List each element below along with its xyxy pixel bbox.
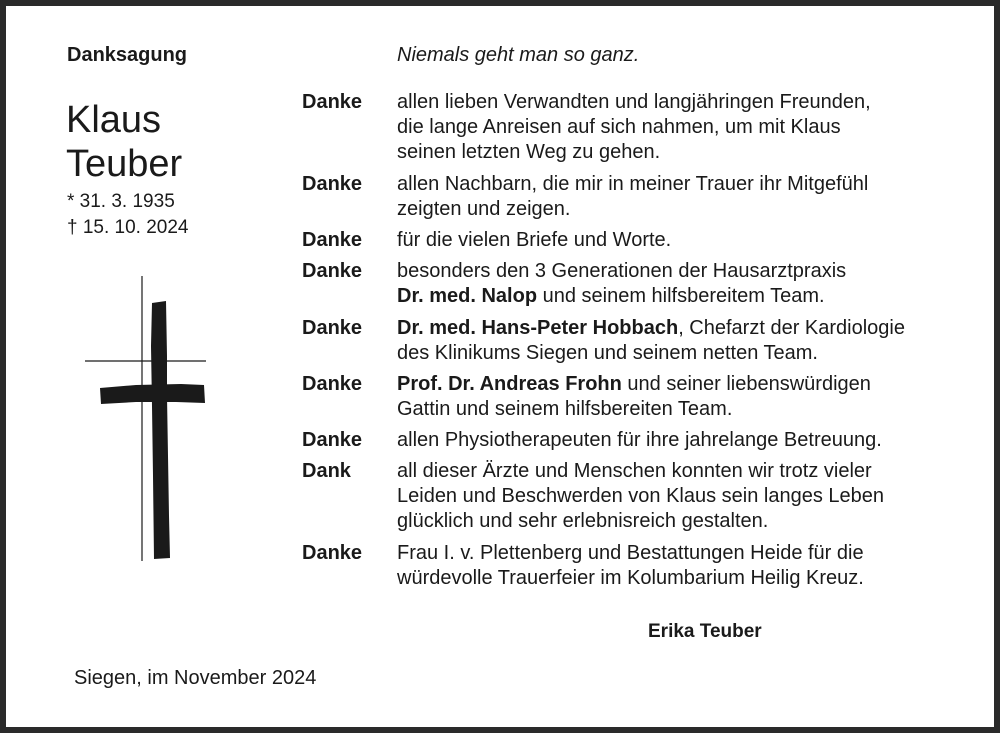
- thanks-line: besonders den 3 Generationen der Hausarztpraxis: [397, 260, 847, 282]
- thanks-line: all dieser Ärzte und Menschen konnten wir trotz vieler: [397, 460, 872, 482]
- thanks-line: Dr. med. Hans-Peter Hobbach, Chefarzt der Kardiologie: [397, 317, 905, 339]
- thanks-text: [397, 541, 957, 591]
- thanks-line: die lange Anreisen auf sich nahmen, um mit Klaus: [397, 116, 841, 138]
- thanks-keyword: Danke: [302, 229, 363, 251]
- thanks-line: seinen letzten Weg zu gehen.: [397, 141, 661, 163]
- recipient-name: Prof. Dr. Andreas Frohn: [397, 373, 622, 395]
- deceased-last-name: Teuber: [66, 143, 183, 185]
- thanks-line: allen Physiotherapeuten für ihre jahrelange Betreuung.: [397, 429, 882, 451]
- signature: Erika Teuber: [648, 621, 762, 642]
- thanks-line: Gattin und seinem hilfsbereiten Team.: [397, 398, 733, 420]
- deceased-first-name: Klaus: [66, 99, 162, 141]
- thanks-line: Frau I. v. Plettenberg und Bestattungen Heide für die: [397, 542, 864, 564]
- thanks-text: [397, 316, 957, 366]
- thanks-keyword: Danke: [302, 91, 363, 113]
- thanks-keyword: Danke: [302, 173, 363, 195]
- thanks-keyword: Danke: [302, 429, 363, 451]
- thanks-keyword: Dank: [302, 460, 351, 482]
- death-date: † 15. 10. 2024: [67, 217, 189, 238]
- thanks-text: [397, 90, 957, 165]
- thanks-line: für die vielen Briefe und Worte.: [397, 229, 672, 251]
- thanks-text: [397, 228, 957, 253]
- notice-heading: Danksagung: [67, 44, 188, 66]
- thanks-keyword: Danke: [302, 317, 363, 339]
- cross-icon: [76, 276, 206, 561]
- obituary-card: [6, 6, 994, 727]
- motto: Niemals geht man so ganz.: [397, 44, 640, 66]
- thanks-text: [397, 428, 957, 453]
- thanks-text: [397, 259, 957, 309]
- thanks-line: allen Nachbarn, die mir in meiner Trauer ihr Mitgefühl: [397, 173, 869, 195]
- thanks-line: des Klinikums Siegen und seinem netten Team.: [397, 342, 818, 364]
- thanks-keyword: Danke: [302, 373, 363, 395]
- birth-date: * 31. 3. 1935: [67, 191, 175, 212]
- recipient-name: Dr. med. Nalop: [397, 285, 538, 307]
- thanks-line: allen lieben Verwandten und langjähringen Freunden,: [397, 91, 871, 113]
- thanks-line: Dr. med. Nalop und seinem hilfsbereitem Team.: [397, 285, 825, 307]
- thanks-line: würdevolle Trauerfeier im Kolumbarium Heilig Kreuz.: [397, 567, 864, 589]
- thanks-text: [397, 172, 957, 222]
- thanks-line: Leiden und Beschwerden von Klaus sein langes Leben: [397, 485, 885, 507]
- recipient-name: Dr. med. Hans-Peter Hobbach: [397, 317, 679, 339]
- place-date: Siegen, im November 2024: [74, 667, 317, 689]
- thanks-text: [397, 459, 957, 534]
- thanks-line: zeigten und zeigen.: [397, 198, 571, 220]
- thanks-text: [397, 372, 957, 422]
- thanks-line: glücklich und sehr erlebnisreich gestalten.: [397, 510, 769, 532]
- thanks-keyword: Danke: [302, 260, 363, 282]
- thanks-line: Prof. Dr. Andreas Frohn und seiner liebenswürdigen: [397, 373, 871, 395]
- thanks-keyword: Danke: [302, 542, 363, 564]
